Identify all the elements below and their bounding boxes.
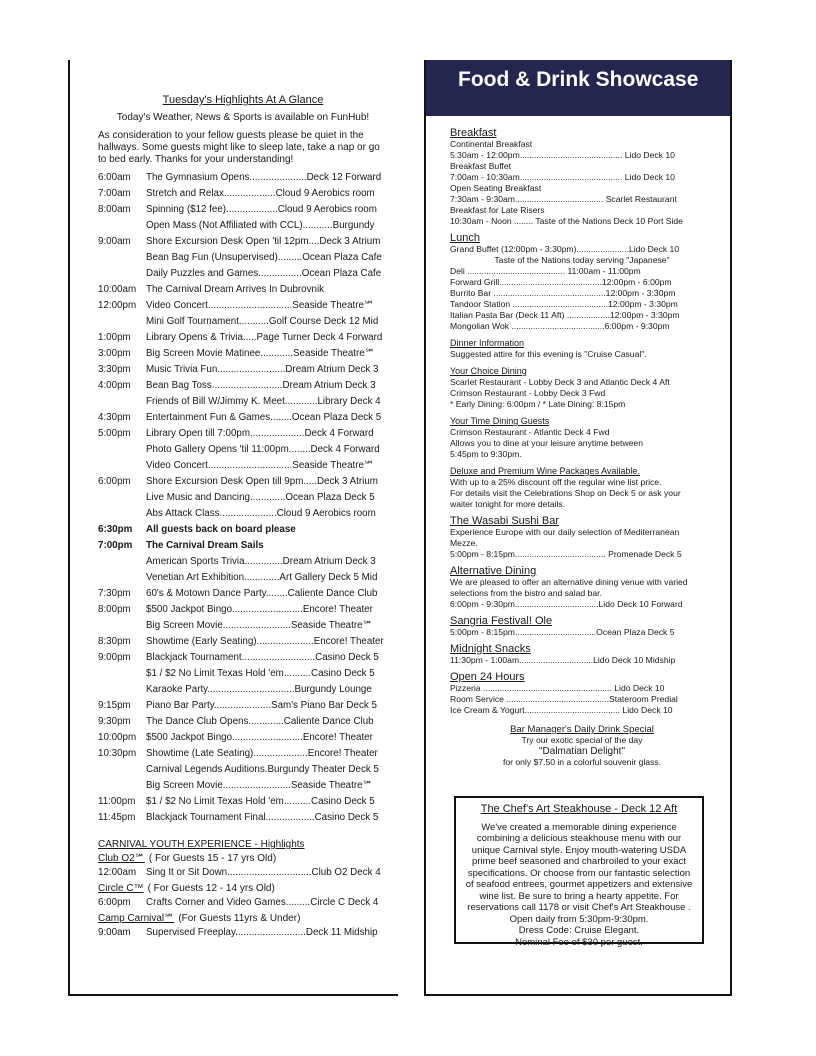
schedule-row — [98, 252, 388, 268]
section-line: 7:30am - 9:30am..................................... Scarlet Restaurant — [450, 194, 677, 204]
section-line: Taste of the Nations today serving "Japanese" — [494, 255, 670, 265]
section-line: 11:30pm - 1:00am...............................Lido Deck 10 Midship — [450, 655, 676, 665]
section-line: 10:30am - Noon ........ Taste of the Nations Deck 10 Port Side — [450, 216, 683, 226]
schedule-time: 8:00pm — [98, 604, 131, 615]
schedule-row — [98, 524, 388, 540]
schedule-event: 60's & Motown Dance Party........Caliente Dance Club — [146, 588, 378, 599]
schedule-time: 1:00pm — [98, 332, 131, 343]
schedule-row — [98, 348, 388, 364]
section-line: Continental Breakfast — [450, 139, 533, 149]
schedule-event: Big Screen Movie.........................Seaside Theatre℠ — [146, 780, 373, 791]
schedule-time: 10:00am — [98, 284, 137, 295]
schedule-event: Spinning ($12 fee)...................Cloud 9 Aerobics room — [146, 204, 377, 215]
schedule-row — [98, 540, 388, 556]
section-alt — [450, 566, 714, 610]
section-line: Allows you to dine at your leisure anytime between — [450, 438, 643, 448]
schedule-time: 7:30pm — [98, 588, 131, 599]
schedule-row — [98, 380, 388, 396]
schedule-event: American Sports Trivia..............Dream Atrium Deck 3 — [146, 556, 376, 567]
youth-event: Sing It or Sit Down...............................Club O2 Deck 4 — [146, 867, 381, 878]
section-line: For details visit the Celebrations Shop on Deck 5 or ask your — [450, 488, 681, 498]
schedule-event: Karaoke Party................................Burgundy Lounge — [146, 684, 372, 695]
schedule-row — [98, 588, 388, 604]
schedule-event: Showtime (Late Seating)....................Encore! Theater — [146, 748, 378, 759]
section-line: Burrito Bar ...............................................12:00pm - 3:30pm — [450, 288, 676, 298]
schedule-row — [98, 300, 388, 316]
youth-club-heading — [98, 912, 388, 926]
schedule-event: Bean Bag Toss..........................Dream Atrium Deck 3 — [146, 380, 376, 391]
schedule-time: 9:15pm — [98, 700, 131, 711]
section-line: With up to a 25% discount off the regular wine list price. — [450, 477, 662, 487]
schedule-row — [98, 604, 388, 620]
food-drink-header — [426, 60, 730, 116]
schedule-event: Venetian Art Exhibition.............Art Gallery Deck 5 Mid — [146, 572, 378, 583]
schedule-event: The Carnival Dream Sails — [146, 540, 264, 551]
section-title: Lunch — [450, 232, 480, 244]
schedule-time: 11:45pm — [98, 812, 136, 823]
youth-list — [98, 852, 388, 942]
section-line: 5:00pm - 8:15pm..................................Ocean Plaza Deck 5 — [450, 627, 675, 637]
section-title: Breakfast — [450, 127, 497, 139]
section-title: Open 24 Hours — [450, 671, 525, 683]
schedule-event: Stretch and Relax...................Cloud 9 Aerobics room — [146, 188, 375, 199]
schedule-event: Big Screen Movie.........................Seaside Theatre℠ — [146, 620, 373, 631]
section-line: Crimson Restaurant - Lobby Deck 3 Fwd — [450, 388, 606, 398]
section-open24 — [450, 672, 714, 716]
schedule-time: 8:30pm — [98, 636, 131, 647]
youth-section — [98, 838, 388, 942]
schedule-time: 6:30pm — [98, 524, 133, 535]
schedule-time: 9:00am — [98, 236, 131, 247]
schedule-row — [98, 172, 388, 188]
drink-line3: for only $7.50 in a colorful souvenir glass. — [502, 757, 662, 767]
section-title: Alternative Dining — [450, 565, 537, 577]
section-line: Room Service ...........................................Stateroom Predial — [450, 694, 678, 704]
schedule-event: Blackjack Tournament Final..................Casino Deck 5 — [146, 812, 379, 823]
schedule-row — [98, 316, 388, 332]
section-title: Your Choice Dining — [450, 366, 527, 376]
drink-special — [450, 724, 714, 768]
schedule-time: 5:00pm — [98, 428, 131, 439]
schedule-event: Video Concert...............................Seaside Theatre℠ — [146, 300, 374, 311]
schedule-event: Blackjack Tournament...........................Casino Deck 5 — [146, 652, 379, 663]
schedule-event: Music Trivia Fun.........................Dream Atrium Deck 3 — [146, 364, 379, 375]
schedule-event: Big Screen Movie Matinee............Seaside Theatre℠ — [146, 348, 375, 359]
food-drink-title: Food & Drink Showcase — [458, 68, 699, 91]
schedule-time: 12:00pm — [98, 300, 137, 311]
schedule-event: Photo Gallery Opens 'til 11:00pm........Deck 4 Forward — [146, 444, 380, 455]
section-midnight — [450, 644, 714, 666]
section-line: Experience Europe with our daily selection of Mediterranean — [450, 527, 680, 537]
schedule-row — [98, 748, 388, 764]
youth-row — [98, 926, 388, 942]
quiet-hallways-note: As consideration to your fellow guests please be quiet in the hallways. Some guests might like to sleep late, take a nap or go to bed early. Thanks for your understanding! — [98, 130, 380, 165]
section-line: Open Seating Breakfast — [450, 183, 542, 193]
youth-club-heading — [98, 882, 388, 896]
schedule-time: 8:00am — [98, 204, 131, 215]
drink-line2: "Dalmatian Delight" — [538, 746, 626, 757]
chef-body: We've created a memorable dining experience combining a delicious steakhouse menu with our unique Carnival style. Enjoy mouth-watering USDA prime beef seasoned and charbroiled to your exact specifications. Or choose from our fantastic selection of seafood entrees, gourmet appetizers and extensive wine list. Be sure to bring a hearty appetite. For reservations call 1178 or visit Chef's Art Steakhouse . Open daily from 5:30pm-9:30pm. — [465, 821, 693, 925]
youth-event: Supervised Freeplay..........................Deck 11 Midship — [146, 927, 378, 938]
schedule-event: Open Mass (Not Affiliated with CCL)...........Burgundy — [146, 220, 375, 231]
schedule-row — [98, 780, 388, 796]
section-line: Breakfast for Late Risers — [450, 205, 545, 215]
schedule-row — [98, 668, 388, 684]
youth-title: CARNIVAL YOUTH EXPERIENCE - Highlights — [98, 839, 305, 850]
schedule-event: The Gymnasium Opens.....................Deck 12 Forward — [146, 172, 382, 183]
schedule-row — [98, 620, 388, 636]
schedule-row — [98, 476, 388, 492]
section-line: Forward Grill...........................................12:00pm - 6:00pm — [450, 277, 672, 287]
section-line: selections from the bistro and salad bar. — [450, 588, 602, 598]
youth-row — [98, 866, 388, 882]
youth-time: 12:00am — [98, 867, 137, 878]
youth-event: Crafts Corner and Video Games.........Circle C Deck 4 — [146, 897, 379, 908]
section-line: 7:00am - 10:30am........................................... Lido Deck 10 — [450, 172, 675, 182]
schedule-event: $500 Jackpot Bingo..........................Encore! Theater — [146, 732, 373, 743]
schedule-event: Bean Bag Fun (Unsupervised).........Ocean Plaza Cafe — [146, 252, 382, 263]
schedule-row — [98, 460, 388, 476]
schedule-event: Piano Bar Party.....................Sam's Piano Bar Deck 5 — [146, 700, 377, 711]
schedule-event: Live Music and Dancing.............Ocean Plaza Deck 5 — [146, 492, 375, 503]
section-line: Suggested attire for this evening is "Cruise Casual". — [450, 349, 647, 359]
schedule-row — [98, 556, 388, 572]
highlights-content — [98, 94, 388, 942]
chef-fee: Nominal Fee of $30 per guest. — [515, 936, 643, 948]
schedule-event: Shore Excursion Desk Open till 9pm.....Deck 3 Atrium — [146, 476, 378, 487]
youth-time: 9:00am — [98, 927, 131, 938]
schedule-row — [98, 716, 388, 732]
schedule-event: $500 Jackpot Bingo..........................Encore! Theater — [146, 604, 373, 615]
section-line: 5:45pm to 9:30pm. — [450, 449, 522, 459]
schedule-row — [98, 764, 388, 780]
schedule-row — [98, 268, 388, 284]
schedule-row — [98, 652, 388, 668]
schedule-row — [98, 508, 388, 524]
schedule-time: 6:00pm — [98, 476, 131, 487]
section-title: Deluxe and Premium Wine Packages Available. — [450, 466, 640, 476]
schedule-row — [98, 412, 388, 428]
section-line: Grand Buffet (12:00pm - 3:30pm)......................Lido Deck 10 — [450, 244, 680, 254]
youth-club-ages: ( For Guests 12 - 14 yrs Old) — [147, 883, 275, 894]
section-breakfast — [450, 128, 714, 227]
schedule-row — [98, 396, 388, 412]
schedule-row — [98, 364, 388, 380]
schedule-time: 4:30pm — [98, 412, 131, 423]
chef-steakhouse-box — [454, 796, 704, 948]
schedule-row — [98, 188, 388, 204]
section-choice — [450, 366, 714, 410]
youth-club-ages: (For Guests 11yrs & Under) — [178, 913, 301, 924]
schedule-event: Daily Puzzles and Games................Ocean Plaza Cafe — [146, 268, 382, 279]
schedule-event: Shore Excursion Desk Open 'til 12pm....Deck 3 Atrium — [146, 236, 381, 247]
section-line: 6:00pm - 9:30pm...................................Lido Deck 10 Forward — [450, 599, 683, 609]
schedule-event: Mini Golf Tournament...........Golf Course Deck 12 Mid — [146, 316, 379, 327]
highlights-title: Tuesday's Highlights At A Glance — [162, 94, 324, 106]
youth-time: 6:00pm — [98, 897, 131, 908]
schedule-event: Video Concert...............................Seaside Theatre℠ — [146, 460, 374, 471]
section-line: Scarlet Restaurant - Lobby Deck 3 and Atlantic Deck 4 Aft — [450, 377, 670, 387]
chef-dress: Dress Code: Cruise Elegant. — [518, 925, 640, 936]
schedule-event: Carnival Legends Auditions.Burgundy Theater Deck 5 — [146, 764, 379, 775]
section-line: 5:30am - 12:00pm........................................... Lido Deck 10 — [450, 150, 675, 160]
section-line: * Early Dining: 6:00pm / * Late Dining: 8:15pm — [450, 399, 626, 409]
section-line: Mongolian Wok .......................................6:00pm - 9:30pm — [450, 321, 670, 331]
schedule-time: 7:00am — [98, 188, 131, 199]
section-title: The Wasabi Sushi Bar — [450, 515, 560, 527]
schedule-event: Abs Attack Class.....................Cloud 9 Aerobics room — [146, 508, 376, 519]
section-line: Tandoor Station ........................................12:00pm - 3:30pm — [450, 299, 678, 309]
schedule-time: 10:00pm — [98, 732, 137, 743]
section-title: Sangria Festival! Ole — [450, 615, 553, 627]
schedule-time: 4:00pm — [98, 380, 131, 391]
schedule-event: Friends of Bill W/Jimmy K. Meet............Library Deck 4 — [146, 396, 381, 407]
section-line: 5:00pm - 8:15pm...................................... Promenade Deck 5 — [450, 549, 682, 559]
schedule-time: 9:00pm — [98, 652, 131, 663]
schedule-row — [98, 796, 388, 812]
section-line: waiter tonight for more details. — [450, 499, 566, 509]
schedule-time: 10:30pm — [98, 748, 137, 759]
section-wine — [450, 466, 714, 510]
food-drink-panel — [424, 60, 732, 996]
section-title: Dinner Information — [450, 338, 525, 348]
chef-title: The Chef's Art Steakhouse - Deck 12 Aft — [480, 803, 678, 815]
section-line: Deli ......................................... 11:00am - 11:00pm — [450, 266, 641, 276]
highlights-panel — [68, 60, 398, 996]
schedule-time: 7:00pm — [98, 540, 133, 551]
youth-club-name: Club O2℠ — [98, 853, 145, 864]
schedule-time: 9:30pm — [98, 716, 131, 727]
schedule-row — [98, 732, 388, 748]
schedule-time: 11:00pm — [98, 796, 136, 807]
youth-club-name: Camp Carnival℠ — [98, 913, 175, 924]
schedule-row — [98, 636, 388, 652]
section-line: Pizzeria ...................................................... Lido Deck 10 — [450, 683, 665, 693]
schedule-time: 6:00am — [98, 172, 131, 183]
section-wasabi — [450, 516, 714, 560]
section-time-dining — [450, 416, 714, 460]
section-line: Breakfast Buffet — [450, 161, 511, 171]
youth-club-heading — [98, 852, 388, 866]
section-dinner — [450, 338, 714, 360]
schedule-event: The Carnival Dream Arrives In Dubrovnik — [146, 284, 325, 295]
food-sections — [450, 122, 714, 768]
schedule-row — [98, 284, 388, 300]
schedule-event: Library Open till 7:00pm....................Deck 4 Forward — [146, 428, 374, 439]
funhub-note: Today's Weather, News & Sports is available on FunHub! — [116, 112, 370, 123]
schedule-event: $1 / $2 No Limit Texas Hold 'em..........Casino Deck 5 — [146, 796, 375, 807]
section-sangria — [450, 616, 714, 638]
schedule-time: 3:00pm — [98, 348, 131, 359]
schedule-row — [98, 492, 388, 508]
section-title: Midnight Snacks — [450, 643, 531, 655]
schedule-row — [98, 220, 388, 236]
schedule-event: $1 / $2 No Limit Texas Hold 'em..........Casino Deck 5 — [146, 668, 375, 679]
youth-club-ages: ( For Guests 15 - 17 yrs Old) — [148, 853, 277, 864]
schedule-event: Entertainment Fun & Games........Ocean Plaza Deck 5 — [146, 412, 382, 423]
schedule-row — [98, 684, 388, 700]
section-title: Your Time Dining Guests — [450, 416, 550, 426]
youth-club-name: Circle C™ — [98, 883, 144, 894]
schedule-row — [98, 428, 388, 444]
schedule-row — [98, 812, 388, 828]
schedule-row — [98, 700, 388, 716]
schedule-event: Library Opens & Trivia.....Page Turner Deck 4 Forward — [146, 332, 383, 343]
schedule-row — [98, 332, 388, 348]
section-line: Italian Pasta Bar (Deck 11 Aft) ..................12:00pm - 3:30pm — [450, 310, 680, 320]
schedule-row — [98, 236, 388, 252]
section-lunch — [450, 233, 714, 332]
section-line: We are pleased to offer an alternative dining venue with varied — [450, 577, 688, 587]
section-line: Crimson Restaurant - Atlantic Deck 4 Fwd — [450, 427, 610, 437]
section-line: Mezze. — [450, 538, 478, 548]
schedule-time: 3:30pm — [98, 364, 131, 375]
schedule-row — [98, 572, 388, 588]
schedule-row — [98, 444, 388, 460]
schedule-row — [98, 204, 388, 220]
youth-row — [98, 896, 388, 912]
section-line: Ice Cream & Yogurt........................................ Lido Deck 10 — [450, 705, 673, 715]
drink-title: Bar Manager's Daily Drink Special — [510, 724, 654, 735]
schedule-event: All guests back on board please — [146, 524, 296, 535]
schedule-event: Showtime (Early Seating).....................Encore! Theater — [146, 636, 384, 647]
schedule-event: The Dance Club Opens.............Caliente Dance Club — [146, 716, 374, 727]
schedule-list — [98, 172, 388, 828]
drink-line1: Try our exotic special of the day — [521, 735, 643, 745]
